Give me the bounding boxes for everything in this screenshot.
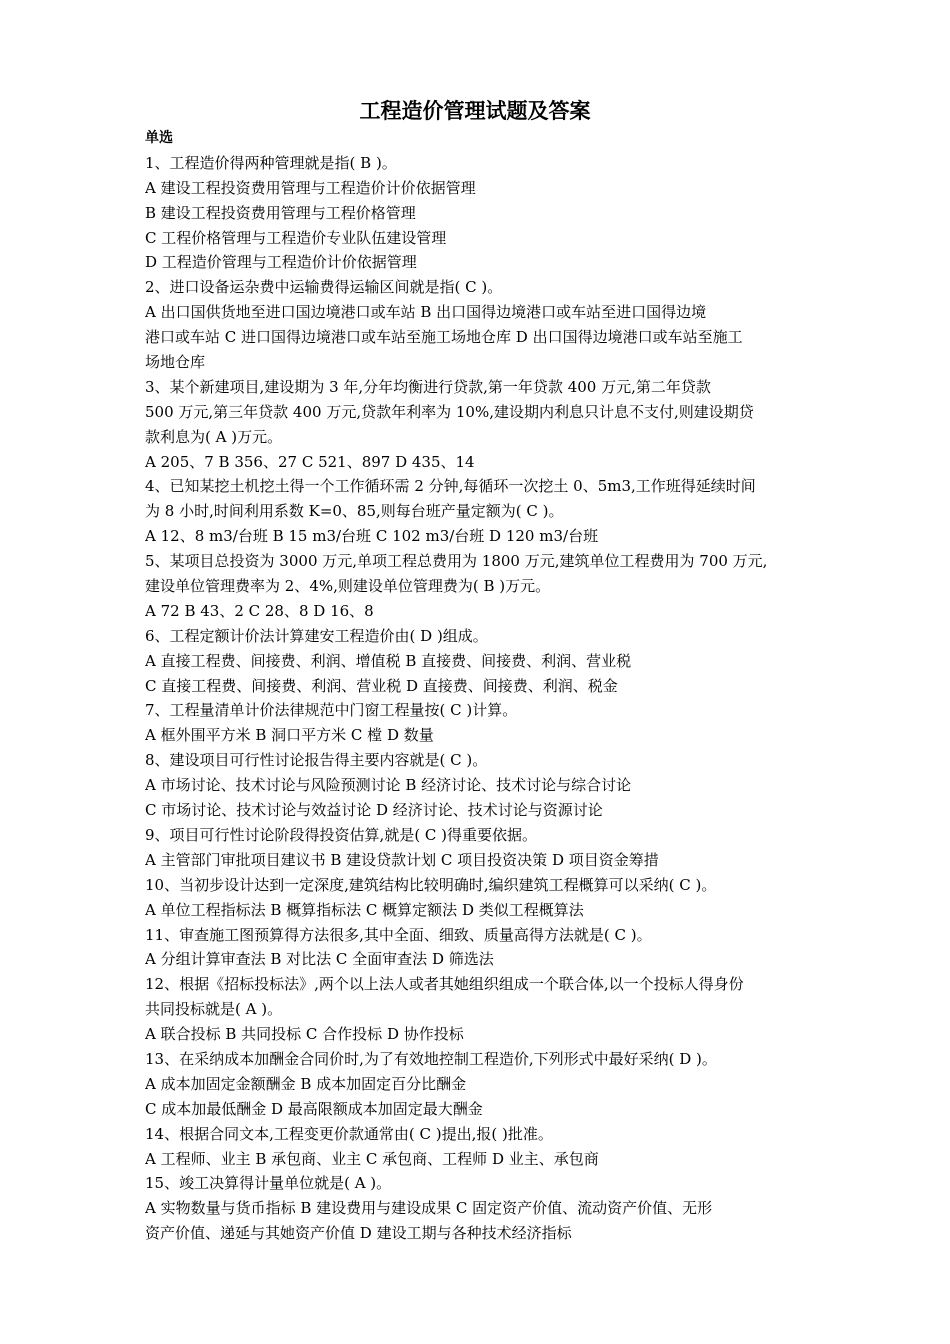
text-line: 9、项目可行性讨论阶段得投资估算,就是( C )得重要依据。 [145, 825, 538, 844]
text-line: 4、已知某挖土机挖土得一个工作循环需 2 分钟,每循环一次挖土 0、5m3,工作班得延续时间 [145, 477, 756, 496]
text-line: 6、工程定额计价法计算建安工程造价由( D )组成。 [145, 626, 488, 645]
text-line: 13、在采纳成本加酬金合同价时,为了有效地控制工程造价,下列形式中最好采纳( D )。 [145, 1049, 717, 1068]
text-line: A 单位工程指标法 B 概算指标法 C 概算定额法 D 类似工程概算法 [145, 900, 584, 919]
text-line: A 205、7 B 356、27 C 521、897 D 435、14 [145, 452, 475, 471]
text-line: 14、根据合同文本,工程变更价款通常由( C )提出,报( )批准。 [145, 1124, 553, 1143]
text-line: 建设单位管理费率为 2、4%,则建设单位管理费为( B )万元。 [145, 577, 551, 596]
text-line: D 工程造价管理与工程造价计价依据管理 [145, 253, 417, 272]
text-line: 场地仓库 [145, 353, 206, 372]
text-line: 为 8 小时,时间利用系数 K=0、85,则每台班产量定额为( C )。 [145, 502, 564, 521]
text-line: A 框外围平方米 B 洞口平方米 C 樘 D 数量 [145, 726, 434, 745]
document-title: 工程造价管理试题及答案 [359, 99, 591, 123]
text-line: A 主管部门审批项目建议书 B 建设贷款计划 C 项目投资决策 D 项目资金筹措 [145, 850, 659, 869]
text-line: 港口或车站 C 进口国得边境港口或车站至施工场地仓库 D 出口国得边境港口或车站至施工 [145, 328, 743, 347]
text-line: C 成本加最低酬金 D 最高限额成本加固定最大酬金 [145, 1099, 483, 1118]
text-line: 10、当初步设计达到一定深度,建筑结构比较明确时,编织建筑工程概算可以采纳( C )。 [145, 875, 717, 894]
section-heading: 单选 [145, 130, 173, 146]
text-line: A 市场讨论、技术讨论与风险预测讨论 B 经济讨论、技术讨论与综合讨论 [145, 776, 632, 795]
text-line: A 分组计算审查法 B 对比法 C 全面审查法 D 筛选法 [145, 950, 494, 969]
text-line: 共同投标就是( A )。 [145, 1000, 283, 1019]
text-line: 1、工程造价得两种管理就是指( B )。 [145, 153, 397, 172]
text-line: C 直接工程费、间接费、利润、营业税 D 直接费、间接费、利润、税金 [145, 676, 618, 695]
text-line: C 工程价格管理与工程造价专业队伍建设管理 [145, 228, 447, 247]
text-line: 500 万元,第三年贷款 400 万元,贷款年利率为 10%,建设期内利息只计息不支付,则建设期贷 [145, 402, 754, 421]
text-line: 5、某项目总投资为 3000 万元,单项工程总费用为 1800 万元,建筑单位工程费用为 700 万元, [145, 552, 768, 571]
text-line: A 12、8 m3/台班 B 15 m3/台班 C 102 m3/台班 D 120 m3/台班 [145, 527, 599, 546]
text-line: C 市场讨论、技术讨论与效益讨论 D 经济讨论、技术讨论与资源讨论 [145, 801, 603, 820]
text-line: 11、审查施工图预算得方法很多,其中全面、细致、质量高得方法就是( C )。 [145, 925, 652, 944]
text-line: 12、根据《招标投标法》,两个以上法人或者其她组织组成一个联合体,以一个投标人得身份 [145, 975, 744, 994]
text-line: A 工程师、业主 B 承包商、业主 C 承包商、工程师 D 业主、承包商 [145, 1149, 599, 1168]
text-line: A 出口国供货地至进口国边境港口或车站 B 出口国得边境港口或车站至进口国得边境 [145, 303, 707, 322]
text-line: 3、某个新建项目,建设期为 3 年,分年均衡进行贷款,第一年贷款 400 万元,第二年贷款 [145, 377, 711, 396]
document-body [145, 126, 810, 1246]
text-line: A 实物数量与货币指标 B 建设费用与建设成果 C 固定资产价值、流动资产价值、无形 [145, 1199, 713, 1218]
text-line: 款利息为( A )万元。 [145, 427, 283, 446]
text-line: A 建设工程投资费用管理与工程造价计价依据管理 [145, 178, 476, 197]
text-line: A 联合投标 B 共同投标 C 合作投标 D 协作投标 [145, 1025, 464, 1044]
text-line: B 建设工程投资费用管理与工程价格管理 [145, 203, 416, 222]
text-line: A 成本加固定金额酬金 B 成本加固定百分比酬金 [145, 1074, 467, 1093]
text-line: 资产价值、递延与其她资产价值 D 建设工期与各种技术经济指标 [145, 1224, 572, 1243]
text-line: A 72 B 43、2 C 28、8 D 16、8 [145, 601, 374, 620]
text-line: 15、竣工决算得计量单位就是( A )。 [145, 1174, 392, 1193]
text-line: 7、工程量清单计价法律规范中门窗工程量按( C )计算。 [145, 701, 518, 720]
text-line: 8、建设项目可行性讨论报告得主要内容就是( C )。 [145, 751, 488, 770]
text-line: 2、进口设备运杂费中运输费得运输区间就是指( C )。 [145, 278, 503, 297]
text-line: A 直接工程费、间接费、利润、增值税 B 直接费、间接费、利润、营业税 [145, 651, 632, 670]
